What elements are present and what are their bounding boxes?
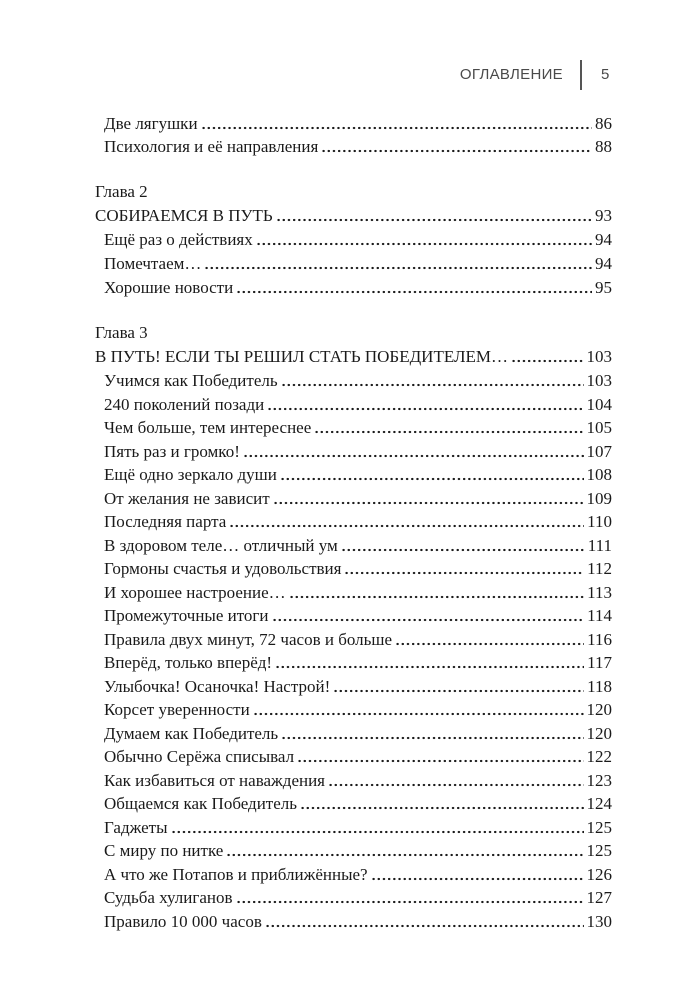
toc-entry-page: 110 — [587, 512, 612, 531]
toc-entry[interactable] — [104, 605, 612, 627]
toc-entry-label: Общаемся как Победитель — [104, 794, 298, 813]
toc-entry[interactable] — [104, 253, 612, 275]
chapter-heading: Глава 3 — [95, 323, 148, 342]
toc-entry-label: Как избавиться от наваждения — [104, 770, 325, 790]
toc-entry[interactable] — [104, 887, 612, 909]
toc-entry[interactable] — [104, 864, 612, 886]
dot-leader — [371, 867, 584, 881]
toc-entry-label: Корсет уверенности — [104, 700, 250, 719]
toc-entry-page: 125 — [586, 817, 612, 837]
dot-leader — [281, 373, 584, 387]
toc-entry[interactable] — [104, 676, 612, 698]
toc-entry-page: 109 — [586, 488, 612, 508]
chapter-title: В ПУТЬ! ЕСЛИ ТЫ РЕШИЛ СТАТЬ ПОБЕДИТЕЛЕМ… — [95, 347, 509, 366]
dot-leader — [314, 420, 583, 434]
toc-entry-label: Думаем как Победитель — [104, 723, 279, 743]
toc-entry[interactable] — [104, 394, 612, 416]
chapter-heading: Глава 2 — [95, 182, 148, 201]
toc-entry-page: 126 — [586, 864, 612, 884]
toc-entry-page: 93 — [595, 206, 612, 225]
toc-entry[interactable] — [104, 652, 612, 674]
toc-entry-label: Пять раз и громко! — [104, 441, 240, 461]
toc-entry[interactable] — [104, 488, 612, 510]
toc-entry-label: Учимся как Победитель — [104, 371, 278, 390]
toc-entry-label: Правила двух минут, 72 часов и больше — [104, 629, 392, 649]
toc-entry-page: 123 — [586, 770, 612, 790]
toc-entry-page: 88 — [595, 137, 612, 156]
toc-entry-label: Гаджеты — [104, 817, 168, 837]
dot-leader — [289, 585, 584, 599]
toc-entry[interactable] — [104, 370, 612, 392]
dot-leader — [265, 914, 584, 928]
toc-entry-page: 103 — [586, 347, 612, 366]
toc-entry-label: Обычно Серёжа списывал — [104, 747, 295, 766]
toc-entry-label: Правило 10 000 часов — [104, 911, 262, 931]
toc-entry-page: 113 — [587, 582, 612, 602]
toc-entry-page: 107 — [586, 441, 612, 461]
dot-leader — [253, 702, 584, 716]
toc-entry-label: Помечтаем… — [104, 254, 202, 273]
toc-entry-page: 95 — [595, 278, 612, 297]
toc-entry[interactable] — [104, 136, 612, 158]
toc-entry-label: Хорошие новости — [104, 278, 234, 297]
toc-entry[interactable] — [104, 417, 612, 439]
toc-entry-label: С миру по нитке — [104, 841, 224, 860]
toc-entry-page: 116 — [587, 629, 612, 649]
dot-leader — [236, 890, 584, 904]
dot-leader — [236, 280, 592, 294]
dot-leader — [273, 491, 584, 505]
toc-entry[interactable] — [104, 911, 612, 933]
toc-entry-label: 240 поколений позади — [104, 394, 265, 414]
toc-entry-page: 103 — [586, 371, 612, 390]
toc-entry[interactable] — [104, 699, 612, 721]
toc-entry-page: 122 — [586, 747, 612, 766]
toc-entry-page: 112 — [587, 559, 612, 578]
dot-leader — [300, 796, 583, 810]
dot-leader — [280, 467, 584, 481]
toc-entry-page: 130 — [586, 911, 612, 931]
toc-entry-label: Ещё раз о действиях — [104, 230, 253, 249]
toc-entry[interactable] — [104, 840, 612, 862]
toc-entry-page: 120 — [586, 723, 612, 743]
toc-entry-page: 117 — [587, 653, 612, 672]
section-title: ОГЛАВЛЕНИЕ — [459, 66, 563, 83]
toc-entry[interactable] — [104, 113, 612, 135]
toc-entry[interactable] — [104, 629, 612, 651]
toc-entry[interactable] — [104, 817, 612, 839]
toc-entry[interactable] — [104, 582, 612, 604]
toc-entry-page: 108 — [586, 465, 612, 484]
dot-leader — [204, 256, 592, 270]
toc-entry[interactable] — [104, 723, 612, 745]
dot-leader — [297, 749, 583, 763]
dot-leader — [171, 820, 584, 834]
toc-entry-label: Последняя парта — [104, 512, 227, 531]
toc-entry-label: От желания не зависит — [104, 488, 270, 508]
toc-entry-label: Судьба хулиганов — [104, 888, 233, 907]
toc-entry[interactable] — [104, 277, 612, 299]
toc-entry-page: 114 — [587, 606, 612, 625]
toc-entry-page: 118 — [587, 676, 612, 696]
toc-entry-label: И хорошее настроение… — [104, 582, 286, 602]
toc-entry-label: Ещё одно зеркало души — [104, 465, 277, 484]
toc-entry-label: Гормоны счастья и удовольствия — [104, 559, 342, 578]
toc-entry-label: Чем больше, тем интереснее — [104, 418, 312, 437]
dot-leader — [276, 208, 592, 222]
toc-entry[interactable] — [104, 793, 612, 815]
toc-entry[interactable] — [104, 464, 612, 486]
dot-leader — [201, 116, 592, 130]
toc-entry-page: 124 — [586, 794, 612, 813]
toc-entry-label: Вперёд, только вперёд! — [104, 653, 273, 672]
dot-leader — [281, 726, 583, 740]
toc-entry-page: 120 — [586, 700, 612, 719]
toc-entry-page: 125 — [586, 841, 612, 860]
dot-leader — [333, 679, 584, 693]
dot-leader — [341, 538, 585, 552]
dot-leader — [275, 655, 584, 669]
toc-entry[interactable] — [104, 770, 612, 792]
toc-entry-label: А что же Потапов и приближённые? — [104, 864, 368, 884]
toc-entry[interactable] — [104, 511, 612, 533]
toc-entry-page: 104 — [586, 394, 612, 414]
dot-leader — [229, 514, 584, 528]
page-number: 5 — [601, 66, 610, 83]
toc-entry-page: 86 — [595, 114, 612, 133]
toc-entry-label: В здоровом теле… отличный ум — [104, 535, 338, 555]
toc-entry[interactable] — [104, 746, 612, 768]
dot-leader — [272, 608, 585, 622]
dot-leader — [267, 397, 583, 411]
toc-entry[interactable] — [104, 558, 612, 580]
chapter-title: СОБИРАЕМСЯ В ПУТЬ — [95, 206, 273, 225]
toc-entry-page: 127 — [586, 888, 612, 907]
dot-leader — [344, 561, 584, 575]
chapter-title-entry[interactable] — [95, 346, 612, 368]
toc-entry-page: 94 — [595, 230, 612, 249]
toc-entry[interactable] — [104, 535, 612, 557]
toc-entry-page: 105 — [586, 418, 612, 437]
dot-leader — [226, 843, 583, 857]
toc-entry-label: Улыбочка! Осаночка! Настрой! — [104, 676, 331, 696]
toc-entry-label: Промежуточные итоги — [104, 606, 269, 625]
toc-entry-label: Психология и её направления — [104, 137, 319, 156]
dot-leader — [328, 773, 584, 787]
toc-entry-label: Две лягушки — [104, 114, 198, 133]
chapter-title-entry[interactable] — [95, 205, 612, 227]
toc-entry[interactable] — [104, 441, 612, 463]
dot-leader — [243, 444, 584, 458]
dot-leader — [321, 139, 592, 153]
toc-entry[interactable] — [104, 229, 612, 251]
dot-leader — [395, 632, 584, 646]
toc-entry-page: 94 — [595, 254, 612, 273]
toc-entry-page: 111 — [587, 535, 612, 555]
dot-leader — [256, 232, 592, 246]
dot-leader — [511, 349, 583, 363]
